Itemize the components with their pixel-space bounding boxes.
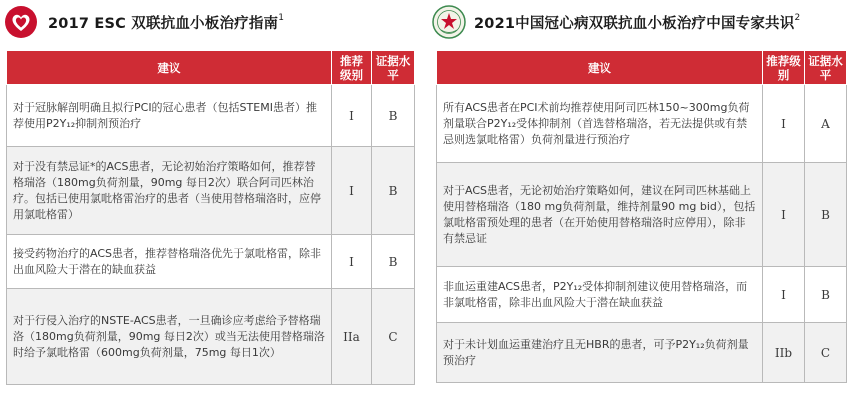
china-title-ref: 2 [794, 12, 801, 23]
col-header-class: 推荐级别 [763, 51, 805, 85]
esc-title: 2017 ESC 双联抗血小板治疗指南$^1$ [48, 12, 285, 32]
class-value: I [763, 163, 805, 267]
class-value: I [332, 147, 372, 235]
class-value: I [332, 85, 372, 147]
recommendation-text: 所有ACS患者在PCI术前均推荐使用阿司匹林150~300mg负荷剂量联合P2Y₁₂受体抑制剂（首选替格瑞洛，若无法提供或有禁忌则选氯吡格雷）负荷剂量进行预治疗 [437, 85, 763, 163]
level-value: B [372, 85, 415, 147]
col-header-recommendation: 建议 [437, 51, 763, 85]
level-value: B [805, 163, 847, 267]
china-header [430, 2, 800, 42]
level-value: A [805, 85, 847, 163]
level-value: B [372, 147, 415, 235]
col-header-class: 推荐级别 [332, 51, 372, 85]
table-row [437, 85, 847, 163]
table-row [437, 267, 847, 323]
class-value: I [763, 267, 805, 323]
col-header-level: 证据水平 [805, 51, 847, 85]
level-value: B [372, 235, 415, 289]
col-header-level: 证据水平 [372, 51, 415, 85]
esc-heart-logo-icon [4, 5, 38, 39]
level-value: C [372, 289, 415, 385]
china-recommendation-table [436, 50, 847, 383]
table-row [7, 289, 415, 385]
table-row [7, 235, 415, 289]
chinese-society-seal-logo-icon [432, 5, 466, 39]
class-value: IIb [763, 323, 805, 383]
level-value: B [805, 267, 847, 323]
col-header-recommendation: 建议 [7, 51, 332, 85]
esc-recommendation-table [6, 50, 415, 385]
level-value: C [805, 323, 847, 383]
class-value: IIa [332, 289, 372, 385]
recommendation-text: 非血运重建ACS患者，P2Y₁₂受体抑制剂建议使用替格瑞洛，而非氯吡格雷，除非出血风险大于潜在缺血获益 [437, 267, 763, 323]
esc-header [0, 2, 284, 42]
table-row [7, 85, 415, 147]
recommendation-text: 接受药物治疗的ACS患者，推荐替格瑞洛优先于氯吡格雷，除非出血风险大于潜在的缺血获益 [7, 235, 332, 289]
china-title: 2021中国冠心病双联抗血小板治疗中国专家共识$^2$ [474, 12, 801, 32]
class-value: I [763, 85, 805, 163]
table-row [437, 163, 847, 267]
recommendation-text: 对于冠脉解剖明确且拟行PCI的冠心患者（包括STEMI患者）推荐使用P2Y₁₂抑制剂预治疗 [7, 85, 332, 147]
table-row [7, 147, 415, 235]
table-row [437, 323, 847, 383]
esc-title-ref: 1 [278, 12, 285, 23]
class-value: I [332, 235, 372, 289]
recommendation-text: 对于ACS患者，无论初始治疗策略如何，建议在阿司匹林基础上使用替格瑞洛（180 mg负荷剂量，维持剂量90 mg bid），包括氯吡格雷预处理的患者（在开始使用替格瑞洛时应停用），除非有禁忌证 [437, 163, 763, 267]
recommendation-text: 对于行侵入治疗的NSTE-ACS患者，一旦确诊应考虑给予替格瑞洛（180mg负荷剂量，90mg 每日2次）或当无法使用替格瑞洛时给予氯吡格雷（600mg负荷剂量，75mg 每日1次） [7, 289, 332, 385]
recommendation-text: 对于未计划血运重建治疗且无HBR的患者，可予P2Y₁₂负荷剂量预治疗 [437, 323, 763, 383]
recommendation-text: 对于没有禁忌证*的ACS患者，无论初始治疗策略如何，推荐替格瑞洛（180mg负荷剂量，90mg 每日2次）联合阿司匹林治疗。包括已使用氯吡格雷治疗的患者（当使用替格瑞洛时，应停用氯吡格雷） [7, 147, 332, 235]
